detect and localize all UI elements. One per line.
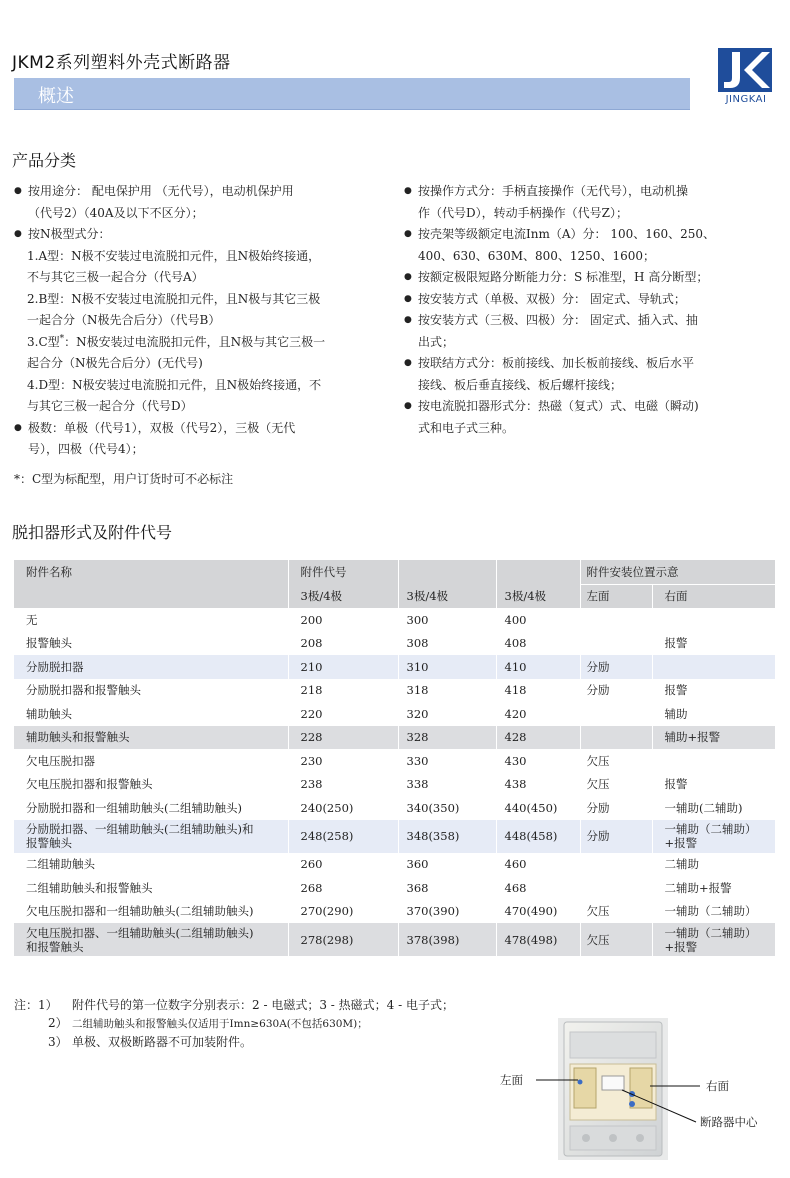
classification-item — [14, 375, 394, 397]
position-left: 分励 — [580, 820, 652, 853]
position-left: 欠压 — [580, 749, 652, 773]
classification-item — [14, 289, 394, 311]
code-pole-2: 370(390) — [398, 900, 496, 924]
item-text: 与其它三极一起合分（代号D） — [27, 399, 193, 413]
item-text: 按操作方式分：手柄直接操作（无代号），电动机操 — [418, 184, 689, 198]
item-text: 号），四极（代号4）； — [28, 442, 144, 456]
code-pole-3: 400 — [496, 608, 580, 632]
classification-item — [14, 396, 394, 418]
classification-item — [14, 267, 394, 289]
item-text: 按壳架等级额定电流Inm（A）分： 100、160、250、 — [418, 227, 716, 241]
accessory-name: 欠电压脱扣器 — [26, 753, 95, 768]
position-right: 辅助 — [652, 702, 775, 726]
code-pole-2: 328 — [398, 726, 496, 750]
position-right-line: +报警 — [664, 836, 698, 850]
item-text: 一起合分（N极先合后分）（代号B） — [27, 313, 221, 327]
note-text: 单极、双极断路器不可加装附件。 — [72, 1035, 253, 1049]
bullet-icon: ● — [14, 422, 22, 433]
position-right-line: +报警 — [664, 939, 698, 954]
position-left — [580, 853, 652, 877]
c-type-footnote: *：C型为标配型，用户订货时可不必标注 — [14, 472, 234, 486]
code-pole-1: 218 — [288, 679, 398, 703]
item-text: 4.D型：N极安装过电流脱扣元件，且N极始终接通，不 — [27, 377, 322, 392]
position-right: 一辅助（二辅助） — [652, 900, 775, 924]
accessory-name: 辅助触头和报警触头 — [14, 726, 288, 750]
code-pole-1: 230 — [288, 749, 398, 773]
accessory-name: 分励脱扣器和一组辅助触头(二组辅助触头) — [26, 800, 242, 815]
table-row — [14, 632, 775, 656]
position-right: 二辅助+报警 — [652, 876, 775, 900]
code-pole-3: 420 — [496, 702, 580, 726]
position-right: 报警 — [652, 632, 775, 656]
code-pole-2: 308 — [398, 632, 496, 656]
code-pole-3: 448(458) — [496, 820, 580, 853]
classification-right-column — [404, 181, 776, 439]
accessory-name: 欠电压脱扣器和报警触头 — [26, 777, 153, 792]
code-pole-3: 470(490) — [496, 900, 580, 924]
code-pole-1: 228 — [288, 726, 398, 750]
table-row — [14, 679, 775, 703]
note-text: 二组辅助触头和报警触头仅适用于Imn≥630A(不包括630M)； — [72, 1018, 368, 1030]
note-label: 注：1） — [14, 998, 58, 1012]
item-text: 不与其它三极一起合分（代号A） — [27, 270, 204, 284]
classification-left-column — [14, 181, 394, 461]
position-right: 二辅助 — [652, 853, 775, 877]
item-text: 起合分（N极先合后分）(无代号) — [27, 356, 203, 370]
breaker-position-diagram — [500, 1014, 775, 1164]
callout-center: 断路器中心 — [700, 1115, 758, 1129]
accessory-name — [14, 923, 288, 956]
table-row — [14, 608, 775, 632]
note-item — [14, 1033, 454, 1051]
header-pole-2: 3极/4极 — [398, 584, 496, 608]
code-pole-1: 278(298) — [288, 923, 398, 956]
item-text-rest: ：N极安装过电流脱扣元件，且N极与其它三极一 — [64, 334, 326, 349]
callout-lines — [500, 1014, 775, 1164]
accessory-name: 二组辅助触头和报警触头 — [26, 880, 153, 895]
classification-item — [404, 203, 776, 225]
item-sup: * — [59, 333, 65, 344]
item-text: 3.C型 — [27, 334, 60, 349]
bullet-icon: ● — [404, 315, 412, 325]
item-text: 2.B型：N极不安装过电流脱扣元件，且N极与其它三极 — [27, 291, 321, 306]
code-pole-3: 418 — [496, 679, 580, 703]
position-right: 一辅助(二辅助) — [652, 796, 775, 820]
accessory-table — [14, 560, 775, 956]
accessory-name: 分励脱扣器 — [14, 655, 288, 679]
position-right — [652, 608, 775, 632]
bullet-icon: ● — [14, 229, 22, 239]
table-row — [14, 900, 775, 924]
position-left: 分励 — [580, 796, 652, 820]
classification-item — [404, 418, 776, 440]
accessory-name-line: 报警触头 — [26, 836, 72, 850]
position-right: 辅助+报警 — [652, 726, 775, 750]
code-pole-3: 430 — [496, 749, 580, 773]
classification-item — [404, 332, 776, 354]
classification-item — [14, 310, 394, 332]
position-left — [580, 702, 652, 726]
brand-logo — [716, 48, 776, 112]
accessory-name-line: 欠电压脱扣器、一组辅助触头(二组辅助触头) — [26, 925, 254, 940]
code-pole-1: 200 — [288, 608, 398, 632]
code-pole-2: 360 — [398, 853, 496, 877]
table-row — [14, 773, 775, 797]
code-pole-2: 320 — [398, 702, 496, 726]
item-text: 作（代号D），转动手柄操作（代号Z）； — [418, 205, 628, 220]
position-right-line: 一辅助（二辅助） — [664, 925, 757, 940]
position-right — [652, 923, 775, 956]
code-pole-1: 270(290) — [288, 900, 398, 924]
accessory-name: 无 — [26, 612, 38, 627]
position-left: 欠压 — [580, 900, 652, 924]
code-pole-3: 408 — [496, 632, 580, 656]
classification-item — [404, 310, 776, 332]
header-right: 右面 — [652, 584, 775, 608]
code-pole-1: 240(250) — [288, 796, 398, 820]
note-item — [14, 996, 454, 1014]
classification-item — [404, 375, 776, 397]
code-pole-1: 248(258) — [288, 820, 398, 853]
position-left: 分励 — [580, 679, 652, 703]
table-row — [14, 876, 775, 900]
classification-title: 产品分类 — [12, 151, 77, 170]
code-pole-1: 220 — [288, 702, 398, 726]
code-pole-1: 210 — [288, 655, 398, 679]
classification-item — [14, 439, 394, 461]
item-text: 按安装方式（单极、双极）分： 固定式、导轨式； — [418, 291, 686, 306]
position-left — [580, 608, 652, 632]
header-code: 附件代号 — [288, 560, 398, 584]
header-pole-3: 3极/4极 — [496, 584, 580, 608]
accessory-name: 报警触头 — [26, 636, 72, 651]
accessory-title: 脱扣器形式及附件代号 — [12, 523, 173, 542]
bullet-icon: ● — [404, 293, 412, 304]
item-text: 按额定极限短路分断能力分：S 标准型，H 高分断型； — [418, 270, 709, 284]
code-pole-2: 378(398) — [398, 923, 496, 956]
header-name: 附件名称 — [14, 560, 288, 584]
accessory-name: 辅助触头 — [26, 706, 72, 721]
code-pole-3: 428 — [496, 726, 580, 750]
position-right: 报警 — [652, 679, 775, 703]
table-row — [14, 820, 775, 853]
item-text: 式和电子式三种。 — [418, 420, 515, 435]
item-text: 按电流脱扣器形式分：热磁（复式）式、电磁（瞬动) — [418, 399, 699, 413]
position-left — [580, 876, 652, 900]
accessory-name: 二组辅助触头 — [26, 857, 95, 872]
header-left: 左面 — [580, 584, 652, 608]
bullet-icon: ● — [404, 186, 412, 196]
bullet-icon: ● — [404, 358, 412, 368]
classification-item — [14, 353, 394, 375]
header-pole-1: 3极/4极 — [288, 584, 398, 608]
code-pole-2: 318 — [398, 679, 496, 703]
code-pole-1: 268 — [288, 876, 398, 900]
document-title: JKM2系列塑料外壳式断路器 — [12, 53, 231, 73]
item-text: 按N极型式分： — [28, 227, 111, 241]
code-pole-3: 440(450) — [496, 796, 580, 820]
position-left: 欠压 — [580, 923, 652, 956]
table-row — [14, 923, 775, 956]
position-right — [652, 749, 775, 773]
code-pole-3: 468 — [496, 876, 580, 900]
code-pole-2: 300 — [398, 608, 496, 632]
classification-item — [404, 353, 776, 375]
bullet-icon: ● — [14, 186, 22, 196]
item-text: 1.A型：N极不安装过电流脱扣元件，且N极始终接通， — [27, 248, 321, 263]
code-pole-2: 348(358) — [398, 820, 496, 853]
classification-item — [404, 246, 776, 268]
position-left: 分励 — [580, 655, 652, 679]
code-pole-2: 310 — [398, 655, 496, 679]
classification-item — [14, 332, 394, 354]
position-right: 报警 — [652, 773, 775, 797]
table-row — [14, 702, 775, 726]
classification-item — [14, 203, 394, 225]
position-right — [652, 820, 775, 853]
logo-text: JINGKAI — [725, 94, 767, 105]
code-pole-3: 410 — [496, 655, 580, 679]
item-text: 400、630、630M、800、1250、1600； — [418, 248, 655, 263]
code-pole-3: 460 — [496, 853, 580, 877]
accessory-name: 分励脱扣器和报警触头 — [26, 683, 141, 698]
item-text: 按联结方式分：板前接线、加长板前接线、板后水平 — [418, 356, 695, 370]
code-pole-2: 330 — [398, 749, 496, 773]
table-row — [14, 655, 775, 679]
item-text: 出式； — [418, 334, 455, 349]
header-position: 附件安装位置示意 — [580, 560, 775, 584]
code-pole-1: 260 — [288, 853, 398, 877]
item-text: 极数：单极（代号1），双极（代号2），三极（无代 — [28, 420, 296, 435]
classification-item — [14, 418, 394, 440]
table-row — [14, 749, 775, 773]
item-text: （代号2）（40A及以下不区分）； — [28, 205, 204, 220]
accessory-name-line: 和报警触头 — [26, 939, 84, 954]
note-label: 2） — [48, 1016, 68, 1030]
classification-item — [404, 396, 776, 418]
classification-item — [404, 289, 776, 311]
note-label: 3） — [48, 1035, 68, 1049]
overview-label: 概述 — [38, 86, 74, 107]
accessory-name-line: 分励脱扣器、一组辅助触头(二组辅助触头)和 — [26, 822, 254, 836]
bullet-icon: ● — [404, 272, 412, 282]
overview-bar — [14, 78, 690, 110]
table-row — [14, 726, 775, 750]
note-item — [14, 1014, 454, 1033]
position-right — [652, 655, 775, 679]
classification-item — [404, 181, 776, 203]
position-left: 欠压 — [580, 773, 652, 797]
classification-item — [14, 224, 394, 246]
classification-item — [404, 267, 776, 289]
bullet-icon: ● — [404, 229, 412, 239]
classification-item — [14, 181, 394, 203]
table-header-row — [14, 560, 775, 584]
code-pole-2: 368 — [398, 876, 496, 900]
callout-left: 左面 — [500, 1073, 523, 1087]
accessory-name: 欠电压脱扣器和一组辅助触头(二组辅助触头) — [26, 904, 254, 919]
bullet-icon: ● — [404, 401, 412, 411]
classification-item — [14, 246, 394, 268]
code-pole-1: 208 — [288, 632, 398, 656]
position-left — [580, 726, 652, 750]
accessory-name — [14, 820, 288, 853]
note-text: 附件代号的第一位数字分别表示：2 - 电磁式；3 - 热磁式；4 - 电子式； — [72, 998, 454, 1012]
item-text: 接线、板后垂直接线、板后螺杆接线； — [418, 377, 623, 392]
table-row — [14, 853, 775, 877]
code-pole-2: 340(350) — [398, 796, 496, 820]
code-pole-3: 478(498) — [496, 923, 580, 956]
callout-right: 右面 — [706, 1079, 729, 1093]
position-right-line: 一辅助（二辅助） — [664, 822, 757, 836]
item-text: 按安装方式（三极、四极）分： 固定式、插入式、抽 — [418, 313, 698, 327]
table-subheader-row — [14, 584, 775, 608]
classification-item — [404, 224, 776, 246]
jingkai-logo-icon — [718, 48, 772, 92]
code-pole-2: 338 — [398, 773, 496, 797]
position-left — [580, 632, 652, 656]
notes — [14, 996, 454, 1051]
code-pole-1: 238 — [288, 773, 398, 797]
item-text: 按用途分： 配电保护用 （无代号），电动机保护用 — [28, 184, 294, 198]
table-row — [14, 796, 775, 820]
code-pole-3: 438 — [496, 773, 580, 797]
